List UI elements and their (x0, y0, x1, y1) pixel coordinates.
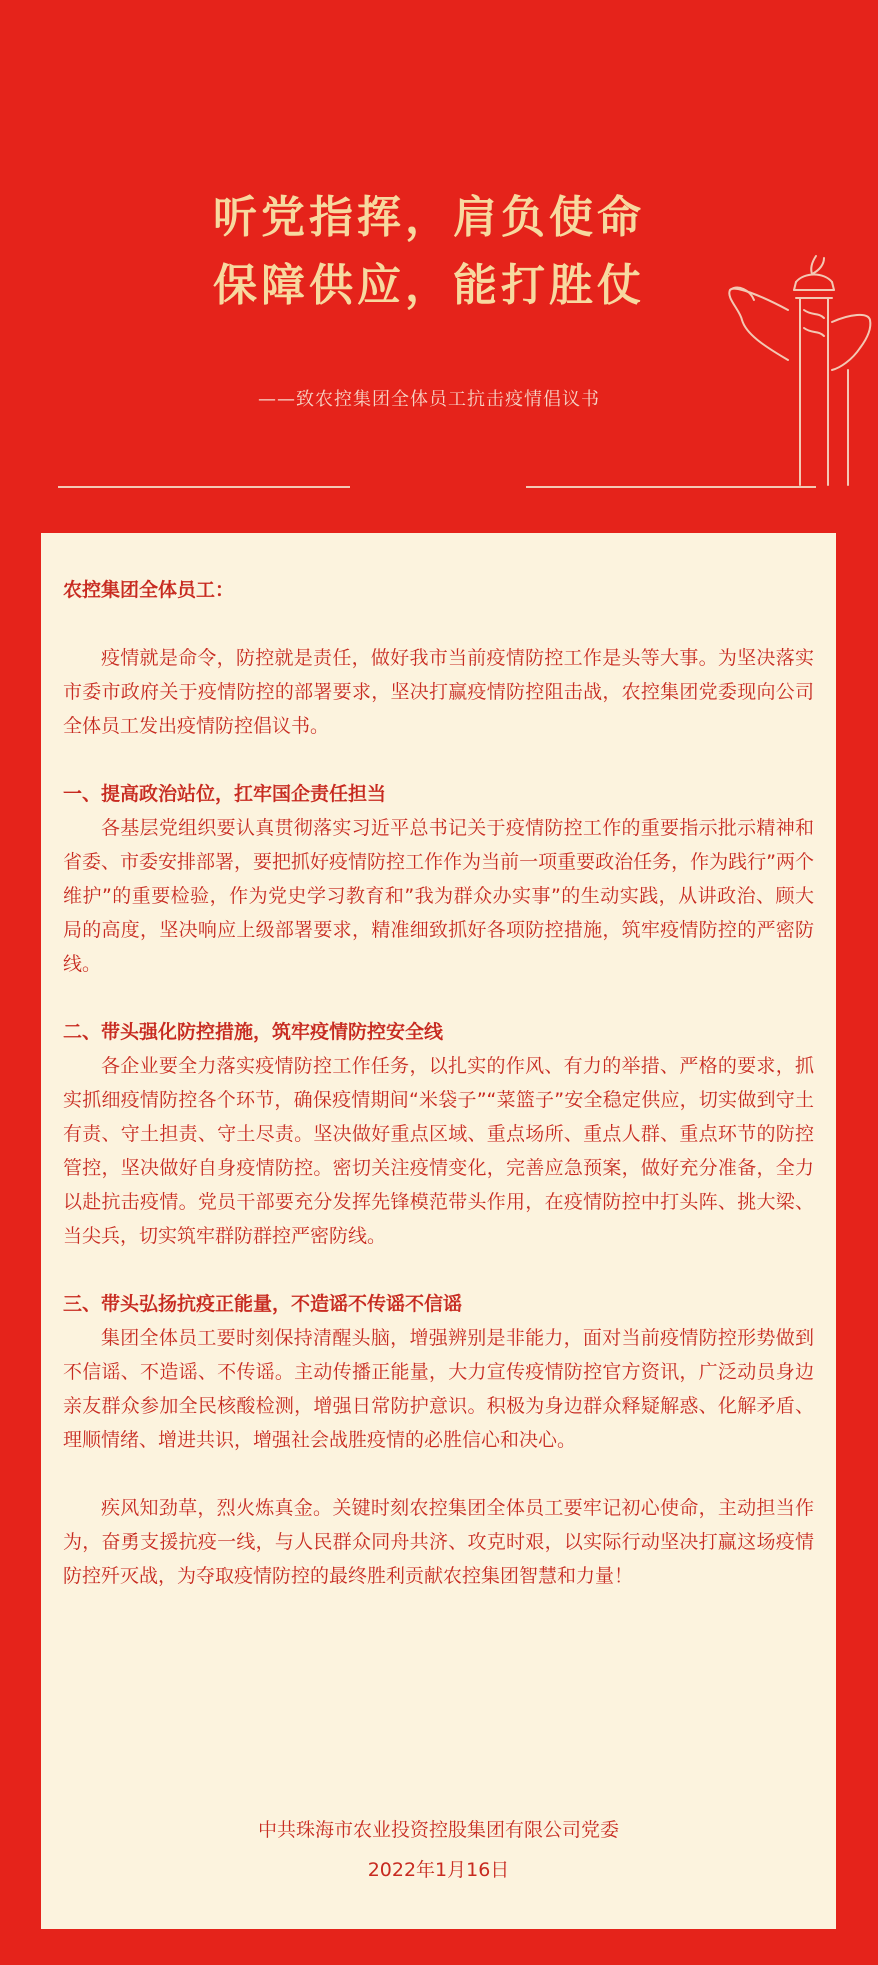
section-body-3: 集团全体员工要时刻保持清醒头脑，增强辨别是非能力，面对当前疫情防控形势做到不信谣、不造谣、不传谣。主动传播正能量，大力宣传疫情防控官方资讯，广泛动员身边亲友群众参加全民核酸检测，增强日常防护意识。积极为身边群众释疑解惑、化解矛盾、理顺情绪、增进共识，增强社会战胜疫情的必胜信心和决心。 (63, 1327, 814, 1451)
signature-block (41, 1810, 836, 1890)
huabiao-column-icon (720, 250, 878, 490)
section-body-2: 各企业要全力落实疫情防控工作任务，以扎实的作风、有力的举措、严格的要求，抓实抓细疫情防控各个环节，确保疫情期间“米袋子”“菜篮子”安全稳定供应，切实做到守土有责、守土担责、守土尽责。坚决做好重点区域、重点场所、重点人群、重点环节的防控管控，坚决做好自身疫情防控。密切关注疫情变化，完善应急预案，做好充分准备，全力以赴抗击疫情。党员干部要充分发挥先锋模范带头作用，在疫情防控中打头阵、挑大梁、当尖兵，切实筑牢群防群控严密防线。 (63, 1055, 814, 1247)
divider-left (58, 486, 350, 488)
section-heading-1: 一、提高政治站位，扛牢国企责任担当 (63, 783, 387, 805)
salutation: 农控集团全体员工： (63, 579, 235, 601)
section-heading-2: 二、带头强化防控措施，筑牢疫情防控安全线 (63, 1021, 444, 1043)
subtitle: ——致农控集团全体员工抗击疫情倡议书 (258, 389, 600, 410)
intro-paragraph: 疫情就是命令，防控就是责任，做好我市当前疫情防控工作是头等大事。为坚决落实市委市政府关于疫情防控的部署要求，坚决打赢疫情防控阻击战，农控集团党委现向公司全体员工发出疫情防控倡议书。 (63, 647, 814, 737)
header-banner (0, 0, 878, 530)
section-body-1: 各基层党组织要认真贯彻落实习近平总书记关于疫情防控工作的重要指示批示精神和省委、市委安排部署，要把抓好疫情防控工作作为当前一项重要政治任务，作为践行”两个维护”的重要检验，作为党史学习教育和”我为群众办实事”的生动实践，从讲政治、顾大局的高度，坚决响应上级部署要求，精准细致抓好各项防控措施，筑牢疫情防控的严密防线。 (63, 817, 814, 975)
signature-organization: 中共珠海市农业投资控股集团有限公司党委 (257, 1819, 619, 1841)
title-line-2: 保障供应，能打胜仗 (213, 260, 645, 311)
title-line-1: 听党指挥，肩负使命 (213, 192, 645, 243)
section-heading-3: 三、带头弘扬抗疫正能量，不造谣不传谣不信谣 (63, 1293, 463, 1315)
closing-paragraph: 疾风知劲草，烈火炼真金。关键时刻农控集团全体员工要牢记初心使命，主动担当作为，奋勇支援抗疫一线，与人民群众同舟共济、攻克时艰，以实际行动坚决打赢这场疫情防控歼灭战，为夺取疫情防控的最终胜利贡献农控集团智慧和力量！ (63, 1497, 814, 1587)
signature-date: 2022年1月16日 (367, 1859, 510, 1881)
letter-card (41, 533, 836, 1929)
